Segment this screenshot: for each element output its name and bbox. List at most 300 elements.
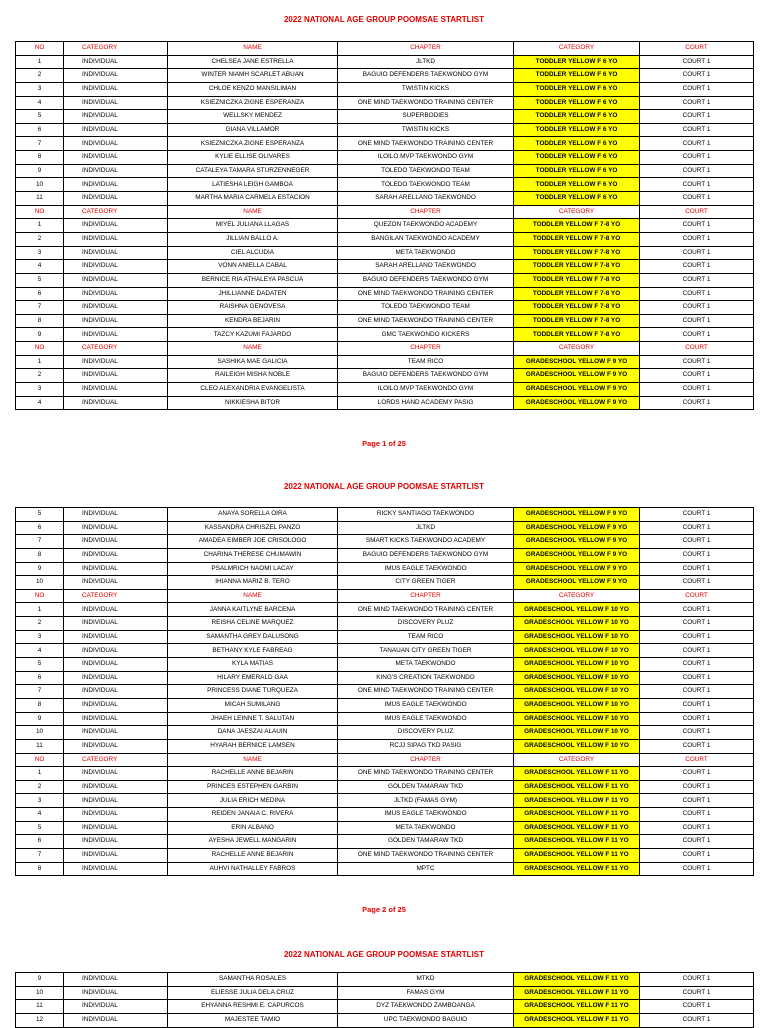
cell-no: 8	[16, 862, 64, 876]
cell-court: COURT 1	[640, 548, 754, 562]
cell-chapter: QUEZON TAEKWONDO ACADEMY	[338, 219, 514, 233]
page-1-title: 2022 NATIONAL AGE GROUP POOMSAE STARTLIST	[283, 15, 485, 24]
cell-chapter: ONE MIND TAEKWONDO TRAINING CENTER	[338, 96, 514, 110]
cell-category2: TODDLER YELLOW F 6 YO	[514, 82, 640, 96]
cell-category: CATEGORY	[64, 42, 168, 56]
cell-category2: GRADESCHOOL YELLOW F 11 YO	[514, 835, 640, 849]
cell-category2: GRADESCHOOL YELLOW F 10 YO	[514, 658, 640, 672]
cell-court: COURT 1	[640, 630, 754, 644]
cell-no: 2	[16, 369, 64, 383]
table-row	[16, 164, 754, 178]
cell-no: 4	[16, 396, 64, 410]
table-row	[16, 69, 754, 83]
cell-category2: GRADESCHOOL YELLOW F 9 YO	[514, 562, 640, 576]
cell-chapter: TOLEDO TAEKWONDO TEAM	[338, 301, 514, 315]
cell-category2: TODDLER YELLOW F 7-8 YO	[514, 301, 640, 315]
cell-category: INDIVIDUAL	[64, 55, 168, 69]
cell-no: NO	[16, 42, 64, 56]
cell-category: INDIVIDUAL	[64, 548, 168, 562]
cell-name: REISHA CELINE MARQUEZ	[168, 617, 338, 631]
cell-chapter: TWISTIN KICKS	[338, 123, 514, 137]
cell-chapter: ILOILO MVP TAEKWONDO GYM	[338, 151, 514, 165]
cell-category: INDIVIDUAL	[64, 862, 168, 876]
cell-chapter: IMUS EAGLE TAEKWONDO	[338, 698, 514, 712]
table-row	[16, 55, 754, 69]
table-row	[16, 767, 754, 781]
cell-chapter: IMUS EAGLE TAEKWONDO	[338, 808, 514, 822]
cell-chapter: GOLDEN TAMARAW TKD	[338, 780, 514, 794]
cell-name: RACHELLE ANNE BEJARIN	[168, 849, 338, 863]
cell-chapter: TOLEDO TAEKWONDO TEAM	[338, 164, 514, 178]
cell-category: INDIVIDUAL	[64, 396, 168, 410]
table-row	[16, 246, 754, 260]
cell-name: MIYEL JULIANA LLAGAS	[168, 219, 338, 233]
cell-court: COURT 1	[640, 1013, 754, 1027]
cell-no: 4	[16, 808, 64, 822]
cell-no: 3	[16, 794, 64, 808]
cell-category2: GRADESCHOOL YELLOW F 11 YO	[514, 808, 640, 822]
cell-category2: GRADESCHOOL YELLOW F 11 YO	[514, 986, 640, 1000]
cell-category: INDIVIDUAL	[64, 219, 168, 233]
cell-court: COURT 1	[640, 508, 754, 522]
cell-category2: GRADESCHOOL YELLOW F 10 YO	[514, 712, 640, 726]
cell-chapter: MPTC	[338, 862, 514, 876]
cell-court: COURT 1	[640, 219, 754, 233]
cell-name: RAILEIGH MISHA NOBLE	[168, 369, 338, 383]
cell-court: COURT 1	[640, 383, 754, 397]
table-row	[16, 849, 754, 863]
cell-name: ERIN ALBANO	[168, 821, 338, 835]
cell-no: 2	[16, 780, 64, 794]
table-row	[16, 630, 754, 644]
cell-name: HYARAH BERNICE LAMSEN	[168, 739, 338, 753]
cell-court: COURT 1	[640, 712, 754, 726]
cell-no: 1	[16, 767, 64, 781]
cell-court: COURT 1	[640, 726, 754, 740]
cell-chapter: SARAH ARELLANO TAEKWONDO	[338, 192, 514, 206]
cell-name: KYLIE ELLISE OLIVARES	[168, 151, 338, 165]
cell-no: 10	[16, 726, 64, 740]
cell-chapter: META TAEKWONDO	[338, 821, 514, 835]
cell-chapter: ONE MIND TAEKWONDO TRAINING CENTER	[338, 137, 514, 151]
cell-name: JHILLIANNE DADATEN	[168, 287, 338, 301]
cell-chapter: TWISTIN KICKS	[338, 82, 514, 96]
cell-no: 9	[16, 164, 64, 178]
cell-name: NAME	[168, 589, 338, 603]
cell-category2: TODDLER YELLOW F 7-8 YO	[514, 273, 640, 287]
cell-chapter: CHAPTER	[338, 589, 514, 603]
cell-court: COURT 1	[640, 82, 754, 96]
cell-no: 11	[16, 739, 64, 753]
table-row	[16, 726, 754, 740]
cell-category: INDIVIDUAL	[64, 69, 168, 83]
table-row	[16, 780, 754, 794]
cell-chapter: JLTKD (FAMAS GYM)	[338, 794, 514, 808]
page-1-number: Page 1 of 25	[362, 439, 406, 448]
cell-category2: GRADESCHOOL YELLOW F 10 YO	[514, 603, 640, 617]
cell-no: 8	[16, 548, 64, 562]
cell-category: INDIVIDUAL	[64, 767, 168, 781]
cell-no: 7	[16, 685, 64, 699]
cell-court: COURT 1	[640, 767, 754, 781]
cell-chapter: KING'S CREATION TAEKWONDO	[338, 671, 514, 685]
cell-chapter: CHAPTER	[338, 342, 514, 356]
cell-category: INDIVIDUAL	[64, 260, 168, 274]
cell-court: COURT 1	[640, 576, 754, 590]
table-row	[16, 535, 754, 549]
table-row	[16, 808, 754, 822]
cell-category2: GRADESCHOOL YELLOW F 9 YO	[514, 521, 640, 535]
cell-name: WELLSKY MENDEZ	[168, 110, 338, 124]
cell-court: COURT 1	[640, 535, 754, 549]
cell-name: BETHANY KYLE FABREAG	[168, 644, 338, 658]
cell-no: 6	[16, 287, 64, 301]
cell-category: INDIVIDUAL	[64, 1013, 168, 1027]
table-row	[16, 986, 754, 1000]
cell-category2: GRADESCHOOL YELLOW F 10 YO	[514, 685, 640, 699]
table-row	[16, 1013, 754, 1027]
cell-category2: CATEGORY	[514, 205, 640, 219]
cell-chapter: BAGUIO DEFENDERS TAEKWONDO GYM	[338, 273, 514, 287]
cell-court: COURT 1	[640, 603, 754, 617]
cell-category2: GRADESCHOOL YELLOW F 9 YO	[514, 576, 640, 590]
cell-chapter: TOLEDO TAEKWONDO TEAM	[338, 178, 514, 192]
cell-category: INDIVIDUAL	[64, 712, 168, 726]
cell-no: 11	[16, 192, 64, 206]
cell-category2: GRADESCHOOL YELLOW F 10 YO	[514, 698, 640, 712]
cell-court: COURT 1	[640, 671, 754, 685]
cell-name: GIANA VILLAMOR	[168, 123, 338, 137]
cell-court: COURT 1	[640, 260, 754, 274]
cell-category: INDIVIDUAL	[64, 110, 168, 124]
cell-category: INDIVIDUAL	[64, 821, 168, 835]
cell-category: INDIVIDUAL	[64, 301, 168, 315]
cell-category: CATEGORY	[64, 205, 168, 219]
cell-category2: GRADESCHOOL YELLOW F 10 YO	[514, 671, 640, 685]
cell-name: KYLA MATIAS	[168, 658, 338, 672]
cell-no: 2	[16, 69, 64, 83]
cell-chapter: BAGUIO DEFENDERS TAEKWONDO GYM	[338, 69, 514, 83]
cell-name: DANA JAESZAI ALAUIN	[168, 726, 338, 740]
cell-chapter: TEAM RICO	[338, 355, 514, 369]
cell-court: COURT 1	[640, 685, 754, 699]
cell-category: INDIVIDUAL	[64, 808, 168, 822]
cell-name: REIDEN JANAIA C. RIVERA	[168, 808, 338, 822]
table-header-row	[16, 753, 754, 767]
cell-no: 6	[16, 671, 64, 685]
cell-name: NAME	[168, 342, 338, 356]
cell-category: INDIVIDUAL	[64, 123, 168, 137]
cell-category: INDIVIDUAL	[64, 794, 168, 808]
table-row	[16, 508, 754, 522]
cell-court: COURT 1	[640, 396, 754, 410]
cell-no: 5	[16, 658, 64, 672]
cell-chapter: ONE MIND TAEKWONDO TRAINING CENTER	[338, 314, 514, 328]
cell-category: INDIVIDUAL	[64, 151, 168, 165]
cell-name: CATALEYA TAMARA STURZENNEGER	[168, 164, 338, 178]
cell-chapter: BAGUIO DEFENDERS TAEKWONDO GYM	[338, 548, 514, 562]
cell-category: INDIVIDUAL	[64, 835, 168, 849]
cell-name: JHAEH LEINNE T. SALUTAN	[168, 712, 338, 726]
cell-chapter: IMUS EAGLE TAEKWONDO	[338, 712, 514, 726]
table-row	[16, 273, 754, 287]
table-row	[16, 739, 754, 753]
cell-chapter: JLTKD	[338, 55, 514, 69]
page-2-title: 2022 NATIONAL AGE GROUP POOMSAE STARTLIST	[283, 482, 485, 491]
table-header-row	[16, 42, 754, 56]
table-row	[16, 835, 754, 849]
cell-court: COURT 1	[640, 151, 754, 165]
cell-name: AYESHA JEWELL MANGARIN	[168, 835, 338, 849]
cell-name: NAME	[168, 753, 338, 767]
cell-no: 1	[16, 355, 64, 369]
cell-court: COURT	[640, 589, 754, 603]
cell-category2: CATEGORY	[514, 589, 640, 603]
cell-category2: TODDLER YELLOW F 7-8 YO	[514, 287, 640, 301]
cell-name: RACHELLE ANNE BEJARIN	[168, 767, 338, 781]
cell-category: INDIVIDUAL	[64, 617, 168, 631]
table-row	[16, 712, 754, 726]
cell-name: PSALMRICH NAOMI LACAY	[168, 562, 338, 576]
cell-chapter: GOLDEN TAMARAW TKD	[338, 835, 514, 849]
cell-court: COURT 1	[640, 96, 754, 110]
cell-category2: TODDLER YELLOW F 6 YO	[514, 69, 640, 83]
cell-category2: GRADESCHOOL YELLOW F 11 YO	[514, 973, 640, 987]
cell-name: JILLIAN BALLO A.	[168, 232, 338, 246]
cell-court: COURT 1	[640, 192, 754, 206]
cell-name: MAJESTEE TAMIO	[168, 1013, 338, 1027]
cell-name: MARTHA MARIA CARMELA ESTACION	[168, 192, 338, 206]
cell-category2: GRADESCHOOL YELLOW F 10 YO	[514, 644, 640, 658]
table-row	[16, 151, 754, 165]
table-row	[16, 314, 754, 328]
cell-category2: GRADESCHOOL YELLOW F 11 YO	[514, 794, 640, 808]
cell-category: INDIVIDUAL	[64, 630, 168, 644]
cell-chapter: ILOILO MVP TAEKWONDO GYM	[338, 383, 514, 397]
table-row	[16, 603, 754, 617]
cell-no: 1	[16, 219, 64, 233]
cell-category2: TODDLER YELLOW F 6 YO	[514, 164, 640, 178]
cell-category2: GRADESCHOOL YELLOW F 9 YO	[514, 548, 640, 562]
table-row	[16, 137, 754, 151]
table-row	[16, 862, 754, 876]
cell-name: KASSANDRA CHRISZEL PANZO	[168, 521, 338, 535]
cell-category: INDIVIDUAL	[64, 273, 168, 287]
table-row	[16, 658, 754, 672]
cell-category: INDIVIDUAL	[64, 671, 168, 685]
page-2-number: Page 2 of 25	[362, 905, 406, 914]
cell-court: COURT 1	[640, 369, 754, 383]
cell-no: 1	[16, 55, 64, 69]
cell-court: COURT 1	[640, 178, 754, 192]
cell-category: CATEGORY	[64, 342, 168, 356]
cell-category: INDIVIDUAL	[64, 685, 168, 699]
cell-court: COURT	[640, 42, 754, 56]
cell-court: COURT 1	[640, 273, 754, 287]
cell-name: AMADEA EIMBER JOE CRISOLOGO	[168, 535, 338, 549]
table-row	[16, 260, 754, 274]
cell-category: CATEGORY	[64, 753, 168, 767]
cell-name: ANAYA SORELLA OIRA	[168, 508, 338, 522]
cell-court: COURT 1	[640, 821, 754, 835]
cell-no: 6	[16, 123, 64, 137]
cell-court: COURT	[640, 753, 754, 767]
cell-category2: TODDLER YELLOW F 6 YO	[514, 123, 640, 137]
cell-no: 10	[16, 576, 64, 590]
table-header-row	[16, 589, 754, 603]
startlist-table-page-3	[15, 972, 754, 1028]
cell-chapter: RCJJ SIPAG TKD PASIG	[338, 739, 514, 753]
cell-category: CATEGORY	[64, 589, 168, 603]
table-row	[16, 328, 754, 342]
cell-court: COURT 1	[640, 562, 754, 576]
cell-category: INDIVIDUAL	[64, 739, 168, 753]
cell-category2: TODDLER YELLOW F 7-8 YO	[514, 328, 640, 342]
cell-chapter: DYZ TAEKWONDO ZAMBOANGA	[338, 1000, 514, 1014]
cell-category2: GRADESCHOOL YELLOW F 9 YO	[514, 369, 640, 383]
table-row	[16, 301, 754, 315]
cell-category2: TODDLER YELLOW F 6 YO	[514, 151, 640, 165]
cell-no: 5	[16, 821, 64, 835]
table-row	[16, 794, 754, 808]
cell-court: COURT 1	[640, 69, 754, 83]
cell-category: INDIVIDUAL	[64, 383, 168, 397]
table-row	[16, 548, 754, 562]
table-row	[16, 973, 754, 987]
cell-name: NAME	[168, 205, 338, 219]
cell-category2: GRADESCHOOL YELLOW F 9 YO	[514, 355, 640, 369]
cell-no: 2	[16, 232, 64, 246]
cell-court: COURT 1	[640, 123, 754, 137]
cell-category: INDIVIDUAL	[64, 973, 168, 987]
cell-court: COURT 1	[640, 287, 754, 301]
cell-no: 1	[16, 603, 64, 617]
cell-chapter: GMC TAEKWONDO KICKERS	[338, 328, 514, 342]
cell-no: 9	[16, 562, 64, 576]
cell-category2: TODDLER YELLOW F 6 YO	[514, 55, 640, 69]
cell-category2: GRADESCHOOL YELLOW F 9 YO	[514, 535, 640, 549]
cell-category2: GRADESCHOOL YELLOW F 11 YO	[514, 767, 640, 781]
cell-name: JANNA KAITLYNE BARCENA	[168, 603, 338, 617]
cell-name: VONN ANIELLA CABAL	[168, 260, 338, 274]
cell-category: INDIVIDUAL	[64, 287, 168, 301]
table-row	[16, 617, 754, 631]
cell-category2: GRADESCHOOL YELLOW F 11 YO	[514, 780, 640, 794]
table-row	[16, 698, 754, 712]
cell-court: COURT 1	[640, 986, 754, 1000]
cell-category2: TODDLER YELLOW F 7-8 YO	[514, 260, 640, 274]
cell-category: INDIVIDUAL	[64, 603, 168, 617]
cell-chapter: CHAPTER	[338, 42, 514, 56]
cell-category: INDIVIDUAL	[64, 521, 168, 535]
cell-category2: TODDLER YELLOW F 6 YO	[514, 192, 640, 206]
cell-category: INDIVIDUAL	[64, 780, 168, 794]
cell-name: CHELSEA JANE ESTRELLA	[168, 55, 338, 69]
cell-court: COURT 1	[640, 644, 754, 658]
cell-no: 12	[16, 1013, 64, 1027]
cell-chapter: CHAPTER	[338, 205, 514, 219]
cell-name: KENDRA BEJARIN	[168, 314, 338, 328]
cell-category: INDIVIDUAL	[64, 849, 168, 863]
cell-chapter: ONE MIND TAEKWONDO TRAINING CENTER	[338, 287, 514, 301]
cell-no: 5	[16, 508, 64, 522]
table-row	[16, 821, 754, 835]
table-row	[16, 576, 754, 590]
cell-category2: TODDLER YELLOW F 7-8 YO	[514, 246, 640, 260]
cell-name: AUHVI NATHALLEY FABROS	[168, 862, 338, 876]
cell-category: INDIVIDUAL	[64, 1000, 168, 1014]
cell-court: COURT 1	[640, 739, 754, 753]
cell-category2: TODDLER YELLOW F 6 YO	[514, 110, 640, 124]
cell-no: 7	[16, 301, 64, 315]
cell-no: 10	[16, 986, 64, 1000]
cell-category2: GRADESCHOOL YELLOW F 11 YO	[514, 849, 640, 863]
cell-category2: GRADESCHOOL YELLOW F 10 YO	[514, 617, 640, 631]
cell-court: COURT 1	[640, 862, 754, 876]
cell-chapter: MTKD	[338, 973, 514, 987]
cell-category: INDIVIDUAL	[64, 644, 168, 658]
cell-chapter: SUPERBODIES	[338, 110, 514, 124]
table-row	[16, 562, 754, 576]
cell-court: COURT 1	[640, 835, 754, 849]
cell-category2: TODDLER YELLOW F 6 YO	[514, 96, 640, 110]
cell-chapter: FAMAS GYM	[338, 986, 514, 1000]
cell-court: COURT 1	[640, 617, 754, 631]
cell-name: PRINCES ESTEPHEN GARBIN	[168, 780, 338, 794]
cell-category: INDIVIDUAL	[64, 726, 168, 740]
cell-category2: GRADESCHOOL YELLOW F 10 YO	[514, 726, 640, 740]
cell-category2: GRADESCHOOL YELLOW F 9 YO	[514, 396, 640, 410]
cell-no: 4	[16, 644, 64, 658]
table-row	[16, 396, 754, 410]
cell-court: COURT 1	[640, 794, 754, 808]
cell-category: INDIVIDUAL	[64, 328, 168, 342]
table-header-row	[16, 205, 754, 219]
cell-court: COURT 1	[640, 328, 754, 342]
cell-chapter: BANGILAN TAEKWONDO ACADEMY	[338, 232, 514, 246]
cell-court: COURT 1	[640, 1000, 754, 1014]
cell-court: COURT 1	[640, 521, 754, 535]
cell-chapter: TEAM RICO	[338, 630, 514, 644]
cell-name: NAME	[168, 42, 338, 56]
table-row	[16, 369, 754, 383]
cell-court: COURT 1	[640, 137, 754, 151]
table-row	[16, 644, 754, 658]
cell-category: INDIVIDUAL	[64, 355, 168, 369]
cell-court: COURT 1	[640, 232, 754, 246]
cell-category: INDIVIDUAL	[64, 658, 168, 672]
cell-category: INDIVIDUAL	[64, 986, 168, 1000]
cell-category: INDIVIDUAL	[64, 576, 168, 590]
cell-category: INDIVIDUAL	[64, 164, 168, 178]
cell-no: 7	[16, 535, 64, 549]
cell-chapter: META TAEKWONDO	[338, 246, 514, 260]
cell-name: KSIEZNICZKA ZIGNE ESPERANZA	[168, 137, 338, 151]
cell-name: LATIESHA LEIGH GAMBOA	[168, 178, 338, 192]
cell-name: WINTER NIAMH SCARLET ABUAN	[168, 69, 338, 83]
table-header-row	[16, 342, 754, 356]
cell-no: 3	[16, 630, 64, 644]
cell-name: IHIANNA MARIZ B. TERO	[168, 576, 338, 590]
cell-category2: GRADESCHOOL YELLOW F 10 YO	[514, 739, 640, 753]
cell-category: INDIVIDUAL	[64, 192, 168, 206]
cell-category2: GRADESCHOOL YELLOW F 11 YO	[514, 1013, 640, 1027]
cell-no: 4	[16, 260, 64, 274]
cell-court: COURT 1	[640, 808, 754, 822]
cell-no: 3	[16, 383, 64, 397]
cell-court: COURT 1	[640, 355, 754, 369]
startlist-table-page-2	[15, 507, 754, 876]
